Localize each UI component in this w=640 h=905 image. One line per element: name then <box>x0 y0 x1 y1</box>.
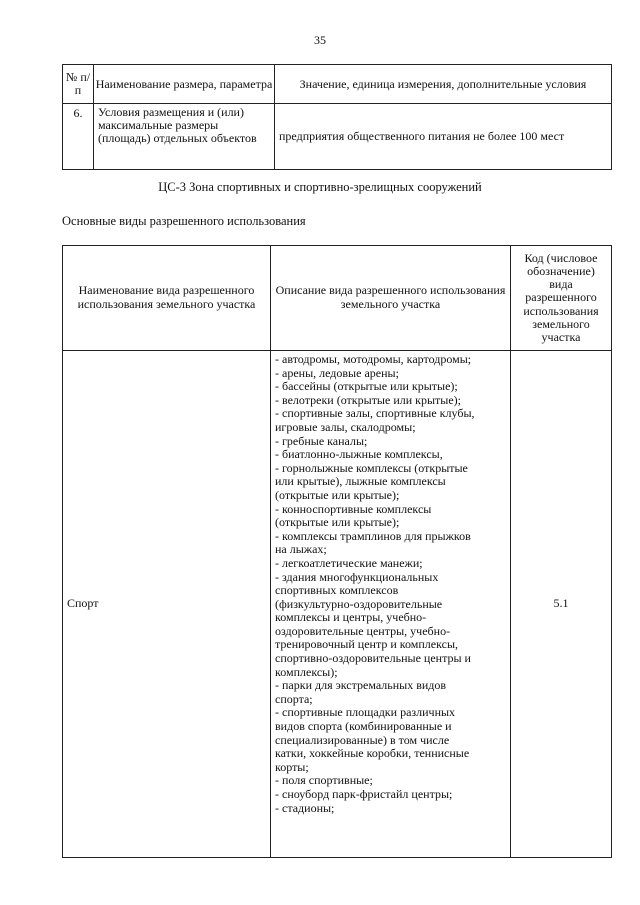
page-number: 35 <box>314 33 326 47</box>
parameter-value: предприятия общественного питания не более 100 мест <box>275 104 612 170</box>
description-line: - конноспортивные комплексы <box>275 501 432 516</box>
description-line: - бассейны (открытые или крытые); <box>275 379 458 394</box>
description-line: - спортивные залы, спортивные клубы, <box>275 406 475 421</box>
column-header-use-description: Описание вида разрешенного использования земельного участка <box>271 246 511 351</box>
table-header-row <box>63 65 612 104</box>
description-line: катки, хоккейные коробки, теннисные <box>275 746 470 761</box>
table-row <box>63 351 612 858</box>
description-line: оздоровительные центры, учебно- <box>275 623 451 638</box>
permitted-uses-table <box>62 245 612 858</box>
section-title: Основные виды разрешенного использования <box>62 214 306 228</box>
description-line: (открытые или крытые); <box>275 515 400 530</box>
description-line: тренировочный центр и комплексы, <box>275 637 458 652</box>
parameter-name: Условия размещения и (или) максимальные размеры (площадь) отдельных объектов <box>94 104 275 170</box>
parameters-table <box>62 64 612 170</box>
row-number: 6. <box>63 104 94 170</box>
column-header-use-name: Наименование вида разрешенного использования земельного участка <box>63 246 271 351</box>
description-line: - спортивные площадки различных <box>275 705 456 720</box>
description-line: - поля спортивные; <box>275 773 373 788</box>
description-line: (физкультурно-оздоровительные <box>275 596 443 611</box>
description-line: игровые залы, скалодромы; <box>275 419 416 434</box>
description-line: специализированные) в том числе <box>275 732 450 747</box>
description-line: - легкоатлетические манежи; <box>275 555 423 570</box>
description-line: - комплексы трамплинов для прыжков <box>275 528 471 543</box>
column-header-number: № п/п <box>63 65 94 104</box>
column-header-use-code: Код (числовое обозначение) вида разрешенного использования земельного участка <box>511 246 612 351</box>
description-line: - биатлонно-лыжные комплексы, <box>275 447 443 462</box>
description-line: комплексы и центры, учебно- <box>275 610 427 625</box>
description-line: (открытые или крытые); <box>275 487 400 502</box>
description-line: - здания многофункциональных <box>275 569 439 584</box>
table-header-row <box>63 246 612 351</box>
description-line: - стадионы; <box>275 800 335 815</box>
use-description <box>271 351 511 858</box>
description-line: - автодромы, мотодромы, картодромы; <box>275 352 472 366</box>
table-row <box>63 104 612 170</box>
description-line: комплексы); <box>275 664 338 679</box>
description-line: - сноуборд парк-фристайл центры; <box>275 787 453 801</box>
use-code: 5.1 <box>511 351 612 858</box>
description-line: - гребные каналы; <box>275 433 368 448</box>
column-header-value: Значение, единица измерения, дополнительные условия <box>275 65 612 104</box>
description-line: - горнолыжные комплексы (открытые <box>275 460 468 475</box>
use-name: Спорт <box>63 351 271 858</box>
description-line: спортивных комплексов <box>275 583 399 598</box>
description-line: видов спорта (комбинированные и <box>275 719 452 734</box>
description-line: спортивно-оздоровительные центры и <box>275 651 471 666</box>
description-line: - арены, ледовые арены; <box>275 365 399 380</box>
description-line: или крытые), лыжные комплексы <box>275 474 446 489</box>
column-header-parameter-name: Наименование размера, параметра <box>94 65 275 104</box>
description-line: на лыжах; <box>275 542 327 557</box>
description-line: корты; <box>275 759 309 774</box>
description-line: спорта; <box>275 691 313 706</box>
zone-title: ЦС-3 Зона спортивных и спортивно-зрелищных сооружений <box>158 180 482 194</box>
description-line: - велотреки (открытые или крытые); <box>275 392 462 407</box>
description-line: - парки для экстремальных видов <box>275 678 447 693</box>
